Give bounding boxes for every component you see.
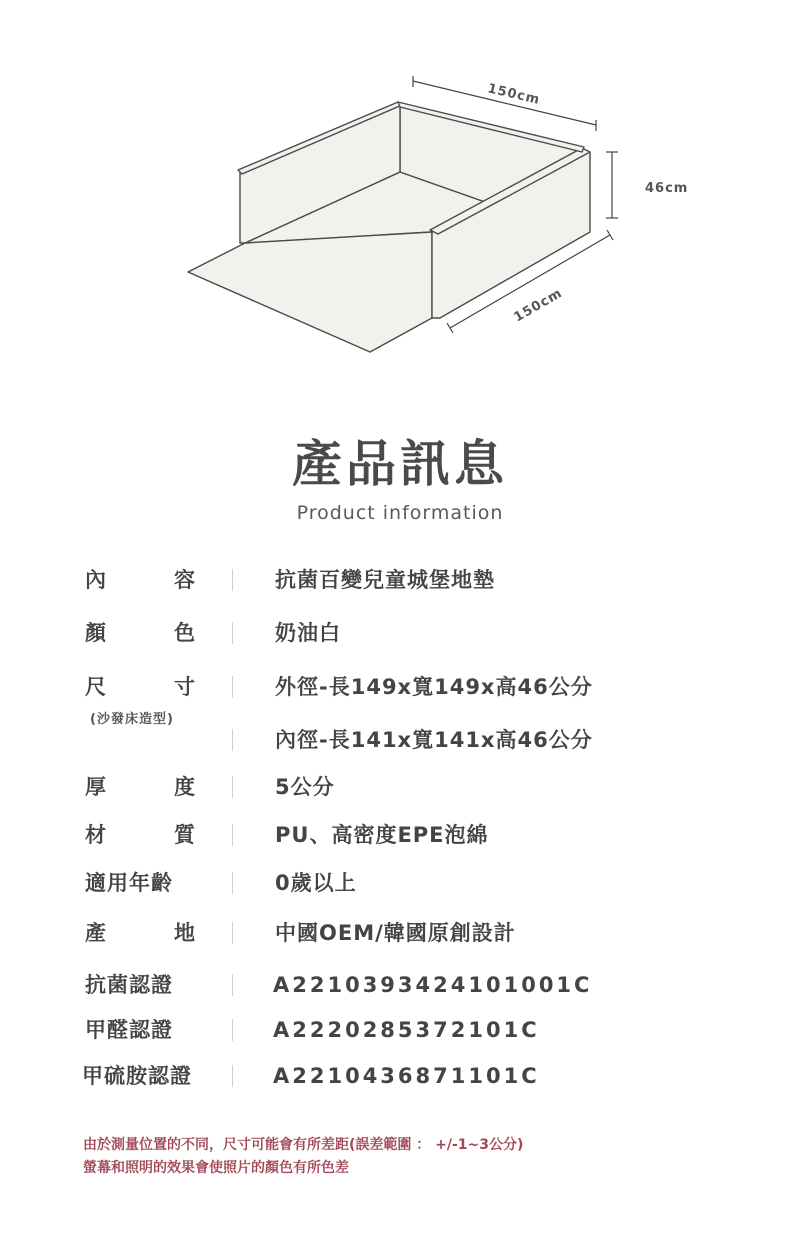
spec-label-char: 產 (85, 921, 106, 945)
width-label: 150cm (486, 81, 542, 108)
separator (232, 922, 233, 944)
spec-label: 甲醛認證 (85, 1018, 173, 1042)
spec-label: 抗菌認證 (85, 973, 173, 997)
spec-value-inner: 內徑-長141x寬141x高46公分 (275, 728, 593, 752)
spec-row-size-inner (0, 720, 800, 760)
spec-label: 甲硫胺認證 (82, 1064, 192, 1088)
height-label: 46cm (645, 181, 689, 196)
spec-label (85, 613, 195, 653)
note-color: 螢幕和照明的效果會使照片的顏色有所色差 (83, 1160, 349, 1176)
separator (232, 676, 233, 698)
spec-label (85, 913, 195, 953)
spec-label-char: 厚 (85, 775, 106, 799)
spec-label-char: 容 (174, 568, 195, 592)
spec-label-char: 色 (174, 621, 195, 645)
spec-value-outer: 外徑-長149x寬149x高46公分 (275, 675, 593, 699)
spec-label-char: 度 (174, 775, 195, 799)
spec-row-dmf-cert (0, 1056, 800, 1096)
spec-value: A2220285372101C (273, 1018, 540, 1042)
spec-value: 抗菌百變兒童城堡地墊 (275, 568, 495, 592)
depth-label: 150cm (511, 285, 566, 326)
spec-row-age (0, 863, 800, 903)
separator (232, 824, 233, 846)
product-dimension-diagram (0, 0, 800, 400)
separator (232, 974, 233, 996)
spec-row-material (0, 815, 800, 855)
spec-label-char: 顏 (85, 621, 106, 645)
note-measurement: 由於測量位置的不同，尺寸可能會有所差距(誤差範圍 ： +/-1~3公分) (83, 1137, 524, 1153)
spec-label-char: 質 (174, 823, 195, 847)
spec-label-char: 地 (174, 921, 195, 945)
spec-sublabel: (沙發床造型) (90, 712, 174, 727)
spec-row-antibacterial-cert (0, 965, 800, 1005)
page-title: 產品訊息 (292, 435, 508, 493)
spec-value: A2210393424101001C (273, 973, 593, 997)
separator (232, 776, 233, 798)
spec-label-char: 材 (85, 823, 106, 847)
spec-label-char: 尺 (85, 675, 106, 699)
separator (232, 569, 233, 591)
spec-label-char: 寸 (174, 675, 195, 699)
spec-row-content (0, 560, 800, 600)
separator (232, 729, 233, 751)
spec-label: 適用年齡 (85, 871, 173, 895)
spec-row-formaldehyde-cert (0, 1010, 800, 1050)
spec-label (85, 767, 195, 807)
spec-row-thickness (0, 767, 800, 807)
spec-value: 奶油白 (275, 621, 341, 645)
spec-label (85, 815, 195, 855)
separator (232, 1019, 233, 1041)
mat-foldout (188, 232, 432, 352)
spec-label (85, 560, 195, 600)
spec-row-color (0, 613, 800, 653)
spec-label (85, 667, 195, 707)
spec-value: 中國OEM/韓國原創設計 (275, 921, 516, 945)
spec-row-size (0, 667, 800, 707)
spec-value: 0歲以上 (275, 871, 357, 895)
separator (232, 872, 233, 894)
page-subtitle: Product information (296, 502, 504, 524)
spec-value: PU、高密度EPE泡綿 (275, 823, 489, 847)
separator (232, 1065, 233, 1087)
spec-row-origin (0, 913, 800, 953)
spec-value: 5公分 (275, 775, 335, 799)
spec-value: A2210436871101C (273, 1064, 540, 1088)
separator (232, 622, 233, 644)
spec-label-char: 內 (85, 568, 106, 592)
